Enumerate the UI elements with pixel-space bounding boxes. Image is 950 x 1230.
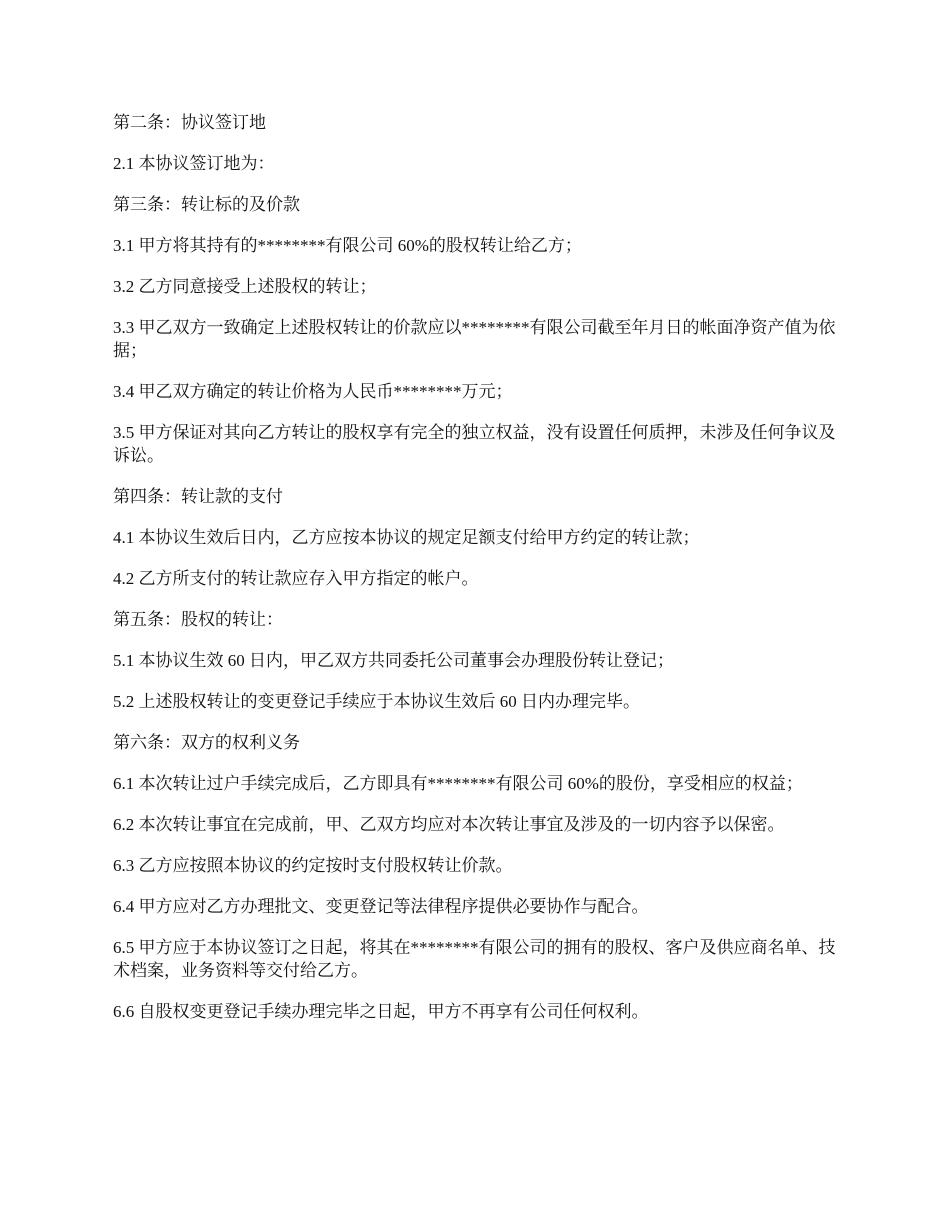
clause-3-2: 3.2 乙方同意接受上述股权的转让； bbox=[113, 277, 377, 296]
clause-6-4: 6.4 甲方应对乙方办理批文、变更登记等法律程序提供必要协作与配合。 bbox=[113, 897, 649, 916]
clause-3-1: 3.1 甲方将其持有的********有限公司 60%的股权转让给乙方； bbox=[113, 236, 582, 255]
clause-3-4: 3.4 甲乙双方确定的转让价格为人民币********万元； bbox=[113, 382, 513, 401]
clause-4-2: 4.2 乙方所支付的转让款应存入甲方指定的帐户。 bbox=[113, 569, 479, 588]
clause-6-1: 6.1 本次转让过户手续完成后，乙方即具有********有限公司 60%的股份，享受相应的权益； bbox=[113, 774, 803, 793]
clause-4-1: 4.1 本协议生效后日内，乙方应按本协议的规定足额支付给甲方约定的转让款； bbox=[113, 528, 700, 547]
clause-3-3: 3.3 甲乙双方一致确定上述股权转让的价款应以********有限公司截至年月日的帐面净资产值为依据； bbox=[113, 318, 836, 360]
clause-5-1: 5.1 本协议生效 60 日内，甲乙双方共同委托公司董事会办理股份转让登记； bbox=[113, 651, 674, 670]
clause-6-3: 6.3 乙方应按照本协议的约定按时支付股权转让价款。 bbox=[113, 856, 513, 875]
article-4-heading: 第四条：转让款的支付 bbox=[113, 487, 283, 506]
clause-3-5: 3.5 甲方保证对其向乙方转让的股权享有完全的独立权益，没有设置任何质押，未涉及任何争议及诉讼。 bbox=[113, 423, 836, 465]
clause-6-2: 6.2 本次转让事宜在完成前，甲、乙双方均应对本次转让事宜及涉及的一切内容予以保密。 bbox=[113, 815, 785, 834]
clause-6-6: 6.6 自股权变更登记手续办理完毕之日起，甲方不再享有公司任何权利。 bbox=[113, 1002, 649, 1021]
article-6-heading: 第六条：双方的权利义务 bbox=[113, 733, 300, 752]
clause-2-1: 2.1 本协议签订地为： bbox=[113, 154, 275, 173]
article-5-heading: 第五条：股权的转让： bbox=[113, 610, 283, 629]
article-2-heading: 第二条：协议签订地 bbox=[113, 113, 266, 132]
article-3-heading: 第三条：转让标的及价款 bbox=[113, 195, 300, 214]
clause-5-2: 5.2 上述股权转让的变更登记手续应于本协议生效后 60 日内办理完毕。 bbox=[113, 692, 640, 711]
document-body bbox=[113, 111, 843, 1041]
clause-6-5: 6.5 甲方应于本协议签订之日起，将其在********有限公司的拥有的股权、客户及供应商名单、技术档案，业务资料等交付给乙方。 bbox=[113, 938, 836, 980]
